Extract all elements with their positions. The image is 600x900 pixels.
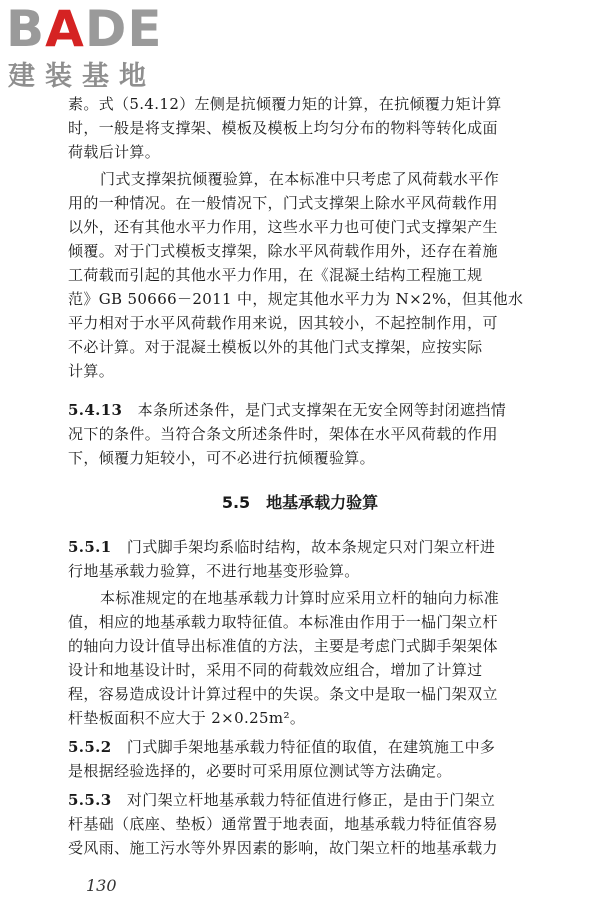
text-line: 值，相应的地基承载力取特征值。本标准由作用于一榀门架立杆	[68, 613, 498, 631]
clause-5-5-2-line: 5.5.2 门式脚手架地基承载力特征值的取值，在建筑施工中多	[68, 738, 496, 756]
text-line: 计算。	[68, 362, 115, 380]
clause-5-5-1-line: 5.5.1 门式脚手架均系临时结构，故本条规定只对门架立杆进	[68, 538, 496, 556]
clause-number: 5.5.1	[68, 538, 112, 556]
clause-5-4-13-line: 5.4.13 本条所述条件，是门式支撑架在无安全网等封闭遮挡情	[68, 401, 507, 419]
clause-5-5-3-line: 5.5.3 对门架立杆地基承载力特征值进行修正，是由于门架立	[68, 791, 496, 809]
text-line: 设计和地基设计时，采用不同的荷载效应组合，增加了计算过	[68, 661, 483, 679]
text-line: 范》GB 50666－2011 中，规定其他水平力为 N×2%，但其他水	[68, 290, 524, 308]
text-line: 的轴向力设计值导出标准值的方法，主要是考虑门式脚手架架体	[68, 637, 498, 655]
text-line: 受风雨、施工污水等外界因素的影响，故门架立杆的地基承载力	[68, 839, 498, 857]
clause-number: 5.4.13	[68, 401, 123, 419]
text-line: 行地基承载力验算，不进行地基变形验算。	[68, 562, 360, 580]
text-line: 门式支撑架抗倾覆验算，在本标准中只考虑了风荷载水平作	[100, 170, 500, 188]
text-line: 本标准规定的在地基承载力计算时应采用立杆的轴向力标准	[100, 589, 500, 607]
text-line: 倾覆。对于门式模板支撑架，除水平风荷载作用外，还存在着施	[68, 242, 498, 260]
clause-number: 5.5.2	[68, 738, 112, 756]
text-line: 程，容易造成设计计算过程中的失误。条文中是取一榀门架双立	[68, 685, 498, 703]
text-line: 素。式（5.4.12）左侧是抗倾覆力矩的计算，在抗倾覆力矩计算	[68, 95, 502, 113]
logo	[6, 0, 181, 94]
clause-number: 5.5.3	[68, 791, 112, 809]
text-line: 荷载后计算。	[68, 143, 161, 161]
text-line: 平力相对于水平风荷载作用来说，因其较小，不起控制作用，可	[68, 314, 498, 332]
logo-subtitle: 建装基地	[8, 61, 156, 92]
text-line: 以外，还有其他水平力作用，这些水平力也可使门式支撑架产生	[68, 218, 498, 236]
text-line: 时，一般是将支撑架、模板及模板上均匀分布的物料等转化成面	[68, 119, 498, 137]
text-line: 工荷载而引起的其他水平力作用，在《混凝土结构工程施工规	[68, 266, 483, 284]
logo-wordmark: BADE	[6, 0, 163, 58]
text-line: 杆基础（底座、垫板）通常置于地表面，地基承载力特征值容易	[68, 815, 498, 833]
page-number: 130	[86, 876, 117, 895]
section-title: 5.5 地基承载力验算	[221, 493, 379, 512]
logo-accent-letter: A	[45, 0, 85, 58]
text-line: 下，倾覆力矩较小，可不必进行抗倾覆验算。	[68, 449, 376, 467]
text-line: 不必计算。对于混凝土模板以外的其他门式支撑架，应按实际	[68, 338, 483, 356]
text-line: 用的一种情况。在一般情况下，门式支撑架上除水平风荷载作用	[68, 194, 498, 212]
text-line: 杆垫板面积不应大于 2×0.25m²。	[68, 709, 306, 727]
text-line: 是根据经验选择的，必要时可采用原位测试等方法确定。	[68, 762, 452, 780]
text-line: 况下的条件。当符合条文所述条件时，架体在水平风荷载的作用	[68, 425, 498, 443]
